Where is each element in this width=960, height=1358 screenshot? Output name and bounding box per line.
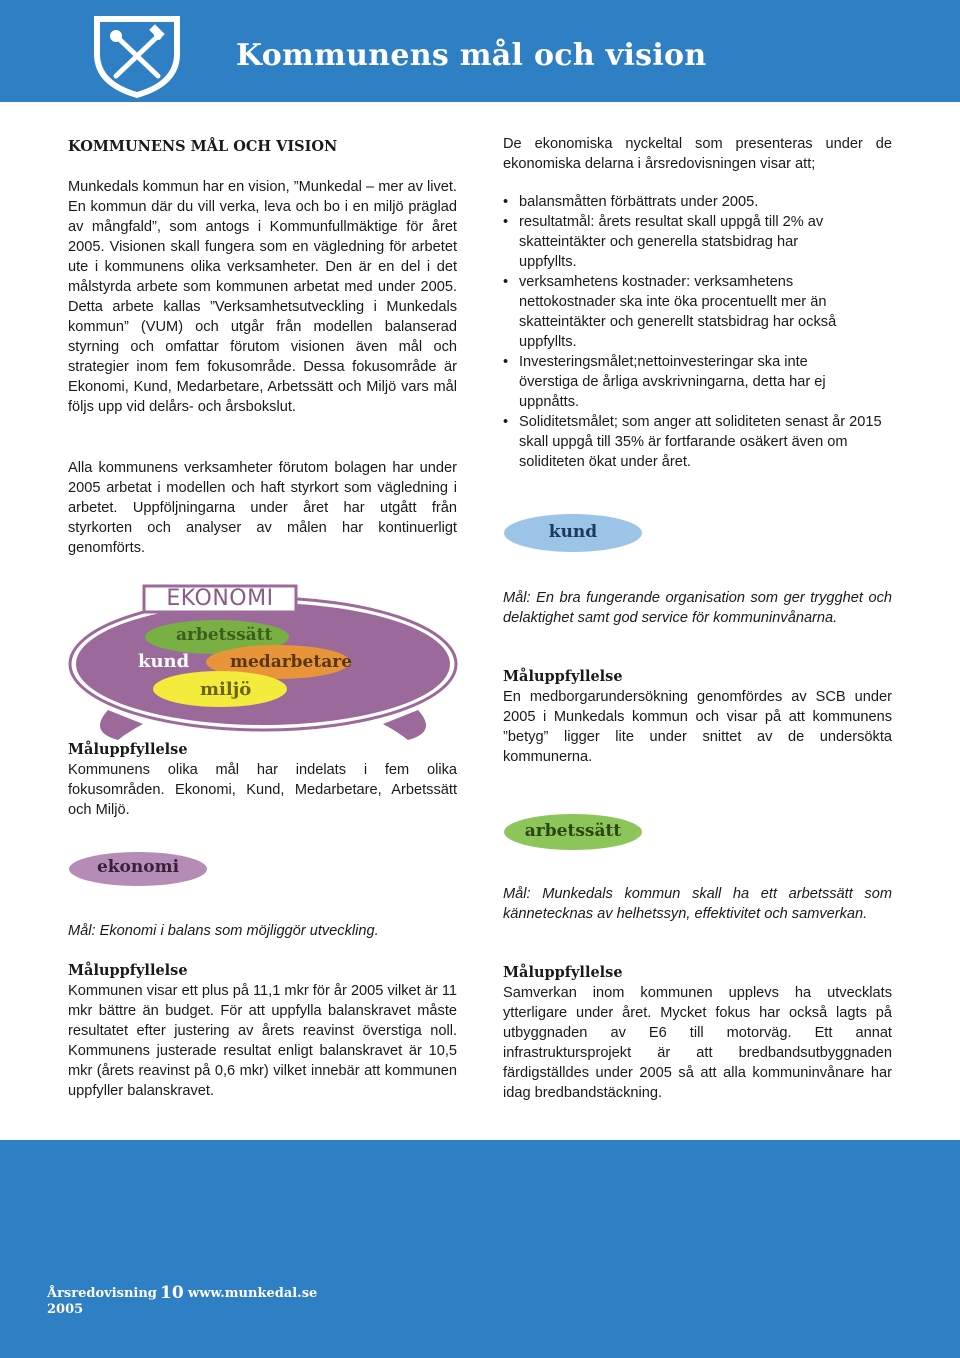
maluppfyllelse-heading: Måluppfyllelse <box>68 962 188 979</box>
diagram-label-medarbetare: medarbetare <box>230 652 353 672</box>
list-item: • Investeringsmålet;nettoinvesteringar ska inte överstiga de årliga avskrivningarna, detta har ej uppnåtts. <box>503 352 859 412</box>
nyckeltal-intro: De ekonomiska nyckeltal som presenteras under de ekonomiska delarna i årsredovisningen visar att; <box>503 136 892 172</box>
list-item: • resultatmål: årets resultat skall uppgå till 2% av skatteintäkter och generella statsbidrag har uppfyllts. <box>503 212 839 272</box>
maluppfyllelse-block-2 <box>68 961 457 1101</box>
page-title: Kommunens mål och vision <box>236 38 707 73</box>
maluppfyllelse-text: Kommunens olika mål har indelats i fem olika fokusområden. Ekonomi, Kund, Medarbetare, Arbetssätt och Miljö. <box>68 762 457 818</box>
section-heading: KOMMUNENS MÅL OCH VISION <box>68 138 338 155</box>
maluppfyllelse-heading: Måluppfyllelse <box>68 741 188 758</box>
left-column <box>68 137 457 157</box>
page-number: 10 <box>160 1283 184 1303</box>
footer-website: www.munkedal.se <box>188 1286 318 1301</box>
maluppfyllelse-heading: Måluppfyllelse <box>503 668 623 685</box>
footer-report-title: Årsredovisning <box>47 1286 157 1301</box>
list-item: • Soliditetsmålet; som anger att soliditeten senast år 2015 skall uppgå till 35% är fortfarande osäkert även om soliditeten ökat under året. <box>503 412 899 472</box>
ekonomi-goal: Mål: Ekonomi i balans som möjliggör utveckling. <box>68 923 379 939</box>
maluppfyllelse-heading: Måluppfyllelse <box>503 964 623 981</box>
arbetssatt-maluppfyllelse <box>503 963 892 1103</box>
list-item: • balansmåtten förbättrats under 2005. <box>503 192 892 212</box>
kund-badge-label: kund <box>548 522 598 542</box>
focus-area-diagram <box>68 582 458 742</box>
maluppfyllelse-text: Kommunen visar ett plus på 11,1 mkr för år 2005 vilket är 11 mkr bättre än budget. För att uppfylla balanskravet måste resultatet efter justering av årets reavinst överstiga noll. Kommunens justerade resultat enligt balanskravet är 10,5 mkr (årets reavinst på 0,6 mkr) vilket innebär att kommunen uppfyller balanskravet. <box>68 983 457 1099</box>
ekonomi-badge <box>68 850 208 888</box>
municipal-shield-icon <box>92 14 182 100</box>
arbetssatt-goal: Mål: Munkedals kommun skall ha ett arbetssätt som kännetecknas av helhetssyn, effektivitet och samverkan. <box>503 886 892 922</box>
kund-badge <box>503 512 643 554</box>
diagram-label-arbetssatt: arbetssätt <box>176 625 273 645</box>
arbetssatt-badge-label: arbetssätt <box>524 821 622 841</box>
maluppfyllelse-text: Samverkan inom kommunen upplevs ha utvecklats ytterligare under året. Mycket fokus har också lagts på utbyggnaden av E6 till motorväg. Ett annat infrastruktursprojekt är att bredbandsutbyggnaden färdigställdes under 2005 så att alla kommuninvånare har idag bredbandstäckning. <box>503 985 892 1101</box>
diagram-main-label: EKONOMI <box>166 586 274 611</box>
ekonomi-badge-label: ekonomi <box>96 857 180 877</box>
nyckeltal-list <box>503 192 892 472</box>
kund-goal: Mål: En bra fungerande organisation som ger trygghet och delaktighet samt god service för kommuninvånarna. <box>503 590 892 626</box>
list-item: • verksamhetens kostnader: verksamhetens nettokostnader ska inte öka procentuellt mer än skatteintäkter och generellt statsbidrag har också uppfyllts. <box>503 272 879 352</box>
maluppfyllelse-text: En medborgarundersökning genomfördes av SCB under 2005 i Munkedals kommun och visar på att kommunens ”betyg” ligger lite under snittet av de undersökta kommunerna. <box>503 689 892 765</box>
verksamhet-paragraph: Alla kommunens verksamheter förutom bolagen har under 2005 arbetat i modellen och haft styrkort som vägledning i arbetet. Uppföljningarna under året har utgått från styrkorten och analyser av målen har kontinuerligt genomförts. <box>68 460 457 556</box>
diagram-label-kund: kund <box>138 651 190 672</box>
page-footer <box>0 1140 960 1358</box>
footer-year: 2005 <box>47 1302 84 1317</box>
vision-paragraph: Munkedals kommun har en vision, ”Munkedal – mer av livet. En kommun där du vill verka, leva och bo i en miljö präglad av mångfald”, som antogs i Kommunfullmäktige för året 2005. Visionen skall fungera som en vägledning för arbetet ute i kommunens olika verksamheter. Den är en del i det målstyrda arbete som kommunen arbetat med under 2005. Detta arbete kallas ”Verksamhetsutveckling i Munkedals kommun” (VUM) och utgår från modellen balanserad styrning och omfattar förutom visionen även mål och strategier inom fem fokusområde. Dessa fokusområde är Ekonomi, Kund, Medarbetare, Arbetssätt och Miljö vars mål följs upp vid delårs- och årsbokslut. <box>68 179 457 415</box>
diagram-label-miljo: miljö <box>200 679 252 700</box>
maluppfyllelse-block-1 <box>68 740 457 820</box>
arbetssatt-badge <box>503 811 643 853</box>
page-header <box>0 0 960 102</box>
kund-maluppfyllelse <box>503 667 892 767</box>
